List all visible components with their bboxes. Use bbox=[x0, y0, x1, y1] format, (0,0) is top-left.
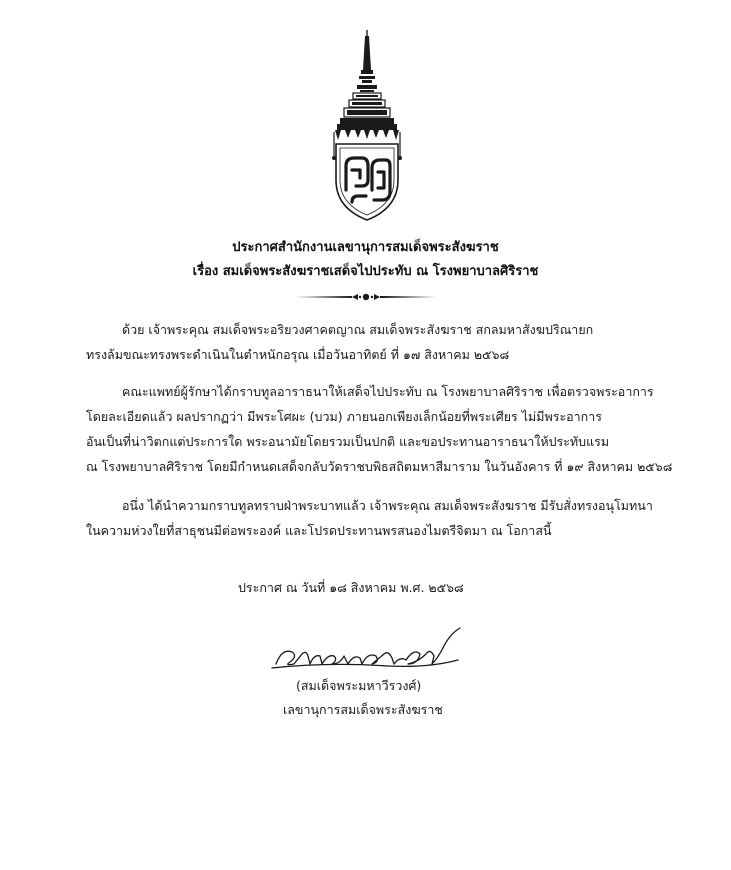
paragraph-1-line-1: ด้วย เจ้าพระคุณ สมเด็จพระอริยวงศาคตญาณ สมเด็จพระสังฆราช สกลมหาสังฆปริณายก bbox=[122, 322, 594, 337]
ornamental-divider-icon bbox=[296, 290, 436, 304]
paragraph-2-line-3: อันเป็นที่น่าวิตกแต่ประการใด พระอนามัยโดยรวมเป็นปกติ และขอประทานอาราธนาให้ประทับแรม bbox=[86, 434, 610, 449]
announcement-title: ประกาศสำนักงานเลขานุการสมเด็จพระสังฆราช bbox=[232, 240, 499, 255]
handwritten-signature-icon bbox=[268, 618, 468, 678]
paragraph-3-line-1: อนึ่ง ได้นำความกราบทูลทราบฝ่าพระบาทแล้ว เจ้าพระคุณ สมเด็จพระสังฆราช มีรับสั่งทรงอนุโมทนา bbox=[122, 498, 653, 513]
paragraph-3-line-2: ในความห่วงใยที่สาธุชนมีต่อพระองค์ และโปรดประทานพรสนองไมตรีจิตมา ณ โอกาสนี้ bbox=[86, 523, 552, 538]
paragraph-2-line-1: คณะแพทย์ผู้รักษาได้กราบทูลอาราธนาให้เสด็จไปประทับ ณ โรงพยาบาลศิริราช เพื่อตรวจพระอาการ bbox=[122, 384, 654, 399]
signatory-title: เลขานุการสมเด็จพระสังฆราช bbox=[283, 702, 443, 717]
royal-emblem-icon bbox=[322, 30, 412, 222]
signatory-name: (สมเด็จพระมหาวีรวงศ์) bbox=[296, 678, 422, 693]
announcement-subject: เรื่อง สมเด็จพระสังฆราชเสด็จไปประทับ ณ โรงพยาบาลศิริราช bbox=[192, 264, 539, 279]
paragraph-2-line-2: โดยละเอียดแล้ว ผลปรากฏว่า มีพระโศผะ (บวม) ภายนอกเพียงเล็กน้อยที่พระเศียร ไม่มีพระอาการ bbox=[86, 409, 602, 424]
announcement-date: ประกาศ ณ วันที่ ๑๘ สิงหาคม พ.ศ. ๒๕๖๘ bbox=[238, 580, 464, 595]
paragraph-2-line-4: ณ โรงพยาบาลศิริราช โดยมีกำหนดเสด็จกลับวัดราชบพิธสถิตมหาสีมาราม ในวันอังคาร ที่ ๑๙ สิงหาคม ๒๕๖๘ bbox=[86, 459, 673, 474]
paragraph-1-line-2: ทรงล้มขณะทรงพระดำเนินในตำหนักอรุณ เมื่อวันอาทิตย์ ที่ ๑๗ สิงหาคม ๒๕๖๘ bbox=[86, 347, 510, 362]
